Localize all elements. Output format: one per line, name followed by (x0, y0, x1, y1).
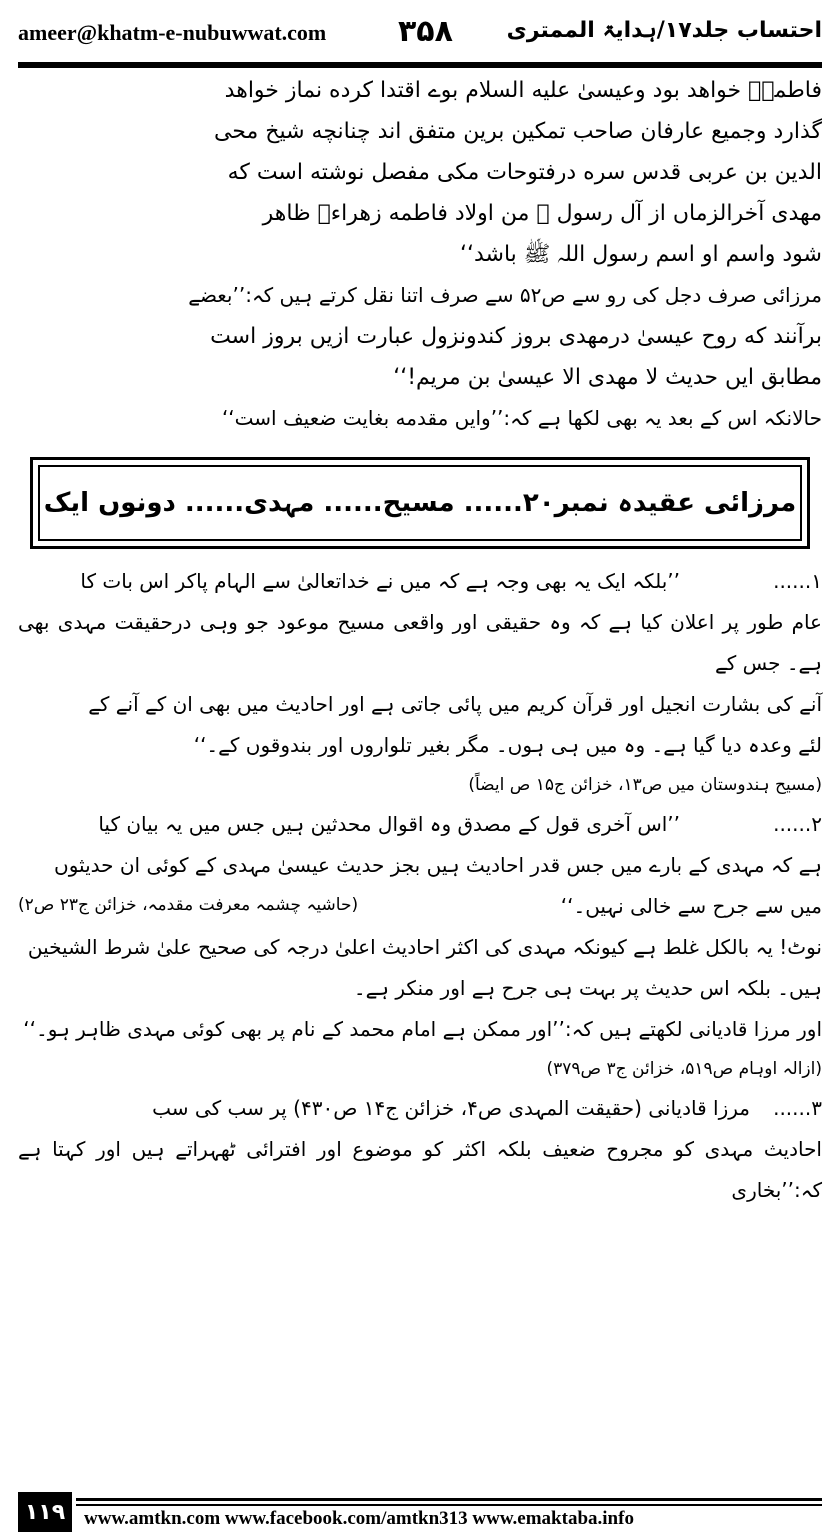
box-inner-border (38, 465, 802, 541)
item-text: احادیث مہدی کو مجروح ضعیف بلکہ اکثر کو موضوع اور افترائی ٹھہراتے ہیں اور کہتا ہے کہ:’’بخاری (18, 1137, 822, 1202)
footer-rule (76, 1498, 822, 1501)
footer-urls: www.amtkn.com www.facebook.com/amtkn313 www.emaktaba.info (84, 1508, 634, 1529)
section-heading-box (30, 457, 810, 549)
item-text: لئے وعدہ دیا گیا ہے۔ وہ میں ہی ہوں۔ مگر بغیر تلواروں اور بندوقوں کے۔‘‘ (193, 733, 822, 757)
rebuttal-line: حالانکہ اس کے بعد یہ بھی لکھا ہے کہ:’’وایں مقدمه بغایت ضعیف است‘‘ (221, 406, 822, 430)
item-text: ’’اس آخری قول کے مصدق وہ اقوال محدثین ہیں جس میں یہ بیان کیا (98, 812, 680, 836)
footer-page-badge: ۱۱۹ (18, 1492, 72, 1532)
item-3-first-line (18, 1088, 822, 1129)
item-text: ’’بلکہ ایک یہ بھی وجہ ہے کہ میں نے خداتعالیٰ سے الہام پاکر اس بات کا (80, 569, 680, 593)
item-text: آنے کی بشارت انجیل اور قرآن کریم میں پائی جاتی ہے اور احادیث میں بھی ان کے آنے کے (88, 692, 822, 716)
item-text: مرزا قادیانی (حقیقت المہدی ص۴، خزائن ج۱۴ ص۴۳۰) پر سب کی سب (152, 1096, 750, 1120)
header-email: ameer@khatm-e-nubuwwat.com (18, 20, 327, 45)
farsi-line: شود واسم او اسم رسول اللہ ﷺ باشد‘‘ (459, 242, 822, 267)
item-number: ۱...... (773, 569, 822, 593)
header-book-title: احتساب جلد۱۷/ہدایۃ الممتری (506, 18, 822, 43)
item-1-first-line (18, 561, 822, 602)
item-1-reference: (مسیح ہندوستان میں ص۱۳، خزائن ج۱۵ ص ایضاً) (468, 775, 822, 795)
mirza-quote-reference: (ازالہ اوہام ص۵۱۹، خزائن ج۳ ص۳۷۹) (546, 1059, 822, 1079)
farsi-line: مطابق ایں حدیث لا مهدی الا عیسیٰ بن مریم!‘‘ (393, 365, 822, 390)
note-line: نوٹ! یہ بالکل غلط ہے کیونکہ مہدی کی اکثر احادیث اعلیٰ درجہ کی صحیح علیٰ شرط الشیخین (27, 935, 822, 959)
page-footer (18, 1492, 822, 1532)
section-heading: مرزائی عقیدہ نمبر۲۰...... مسیح...... مہدی...... دونوں ایک (43, 488, 797, 518)
header-rule (18, 62, 822, 68)
mirza-quote: اور مرزا قادیانی لکھتے ہیں کہ:’’اور ممکن ہے امام محمد کے نام پر بھی کوئی مہدی ظاہر ہو۔‘‘ (23, 1017, 822, 1041)
farsi-quote (18, 70, 822, 275)
farsi-line: الدین بن عربی قدس سره درفتوحات مکی مفصل نوشته است که (227, 160, 822, 185)
footer-rule-thin (76, 1504, 822, 1506)
header-page-number: ۳۵۸ (398, 14, 453, 49)
item-2-first-line (18, 804, 822, 845)
item-text: ہے کہ مہدی کے بارے میں جس قدر احادیث ہیں بجز حدیث عیسیٰ مہدی کے کوئی ان حدیثوں (54, 853, 822, 877)
page-header (18, 14, 822, 54)
item-2-last-line (18, 886, 822, 927)
farsi-line: برآنند که روح عیسیٰ درمهدی بروز کندونزول عبارت ازیں بروز است (210, 324, 822, 349)
farsi-line: فاطمہؓ خواهد بود وعیسیٰ علیه السلام بوے اقتدا کرده نماز خواهد (224, 78, 822, 103)
item-number: ۳...... (773, 1096, 822, 1120)
mirzai-quote-intro: مرزائی صرف دجل کی رو سے ص۵۲ سے صرف اتنا نقل کرتے ہیں کہ:’’بعضے (188, 283, 822, 307)
item-text: میں سے جرح سے خالی نہیں۔‘‘ (560, 894, 822, 918)
note-line: ہیں۔ بلکہ اس حدیث پر بہت ہی جرح ہے اور منکر ہے۔ (353, 976, 822, 1000)
item-2-reference: (حاشیہ چشمہ معرفت مقدمہ، خزائن ج۲۳ ص۲) (18, 895, 359, 915)
item-number: ۲...... (773, 812, 822, 836)
item-text: عام طور پر اعلان کیا ہے کہ وہ حقیقی اور واقعی مسیح موعود جو وہی درحقیقت مہدی بھی ہے۔ جس کے (18, 610, 822, 675)
page-body (18, 70, 822, 1211)
farsi-line: مهدی آخرالزماں از آل رسول ﷺ من اولاد فاطمه زهراءؓ ظاهر (262, 201, 822, 226)
farsi-line: گذارد وجمیع عارفان صاحب تمکین برین متفق اند چنانچه شیخ محی (213, 119, 822, 144)
